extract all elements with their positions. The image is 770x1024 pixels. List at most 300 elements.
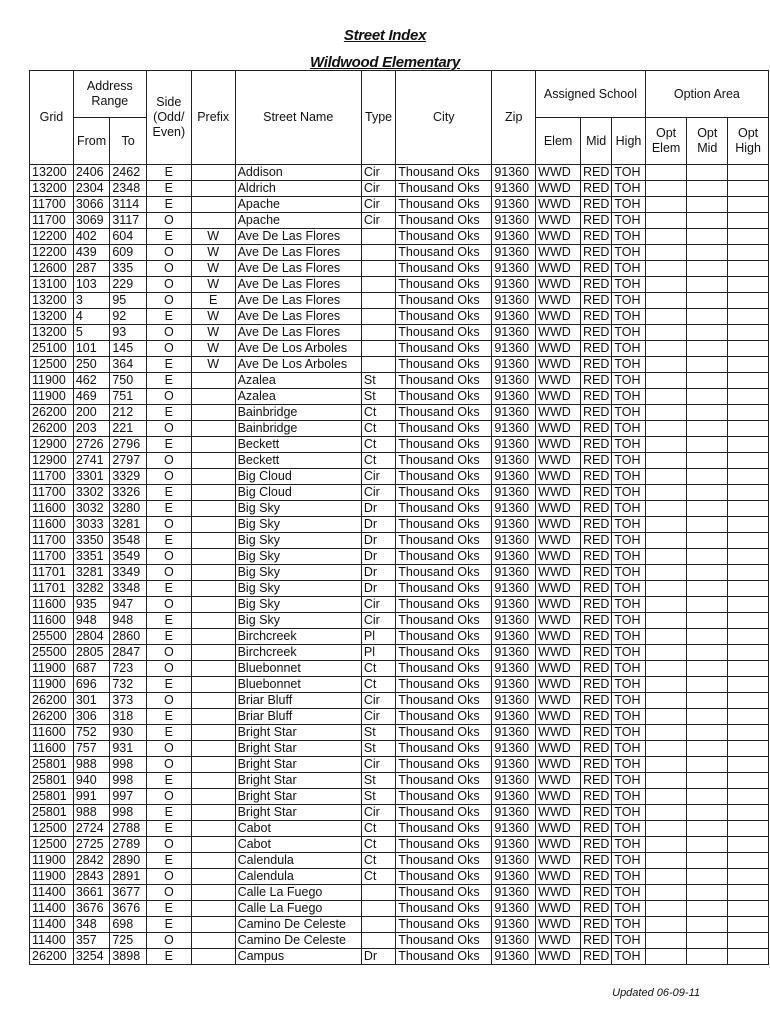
cell-street-name: Birchcreek bbox=[235, 645, 361, 661]
cell-prefix bbox=[191, 613, 235, 629]
cell-prefix bbox=[191, 165, 235, 181]
cell-high: TOH bbox=[612, 357, 645, 373]
cell-opt-elem bbox=[645, 293, 687, 309]
cell-side: E bbox=[146, 309, 191, 325]
cell-grid: 11400 bbox=[30, 933, 74, 949]
cell-opt-mid bbox=[687, 757, 728, 773]
cell-city: Thousand Oks bbox=[396, 629, 492, 645]
table-row bbox=[30, 405, 769, 421]
cell-city: Thousand Oks bbox=[396, 229, 492, 245]
cell-city: Thousand Oks bbox=[396, 325, 492, 341]
cell-from: 3032 bbox=[73, 501, 110, 517]
cell-opt-high bbox=[728, 325, 769, 341]
cell-high: TOH bbox=[612, 885, 645, 901]
cell-prefix: W bbox=[191, 357, 235, 373]
cell-mid: RED bbox=[581, 613, 612, 629]
cell-high: TOH bbox=[612, 517, 645, 533]
cell-from: 3676 bbox=[73, 901, 110, 917]
cell-elem: WWD bbox=[536, 693, 581, 709]
cell-opt-elem bbox=[645, 853, 687, 869]
cell-prefix: W bbox=[191, 229, 235, 245]
cell-zip: 91360 bbox=[492, 869, 536, 885]
cell-opt-mid bbox=[687, 629, 728, 645]
cell-high: TOH bbox=[612, 453, 645, 469]
cell-elem: WWD bbox=[536, 869, 581, 885]
cell-to: 93 bbox=[110, 325, 147, 341]
table-body bbox=[30, 165, 769, 965]
table-row bbox=[30, 453, 769, 469]
cell-opt-high bbox=[728, 389, 769, 405]
cell-opt-elem bbox=[645, 757, 687, 773]
table-row bbox=[30, 725, 769, 741]
cell-opt-high bbox=[728, 517, 769, 533]
cell-opt-mid bbox=[687, 565, 728, 581]
cell-zip: 91360 bbox=[492, 181, 536, 197]
cell-mid: RED bbox=[581, 869, 612, 885]
cell-city: Thousand Oks bbox=[396, 501, 492, 517]
cell-opt-high bbox=[728, 309, 769, 325]
cell-type: Cir bbox=[361, 197, 395, 213]
cell-street-name: Ave De Las Flores bbox=[235, 293, 361, 309]
cell-type: Cir bbox=[361, 213, 395, 229]
cell-high: TOH bbox=[612, 949, 645, 965]
cell-opt-elem bbox=[645, 181, 687, 197]
cell-from: 991 bbox=[73, 789, 110, 805]
table-row bbox=[30, 581, 769, 597]
cell-type bbox=[361, 261, 395, 277]
cell-street-name: Birchcreek bbox=[235, 629, 361, 645]
cell-grid: 13200 bbox=[30, 165, 74, 181]
cell-mid: RED bbox=[581, 421, 612, 437]
cell-from: 348 bbox=[73, 917, 110, 933]
cell-street-name: Azalea bbox=[235, 389, 361, 405]
cell-type bbox=[361, 325, 395, 341]
cell-elem: WWD bbox=[536, 901, 581, 917]
cell-opt-high bbox=[728, 869, 769, 885]
cell-opt-high bbox=[728, 821, 769, 837]
cell-zip: 91360 bbox=[492, 853, 536, 869]
cell-opt-high bbox=[728, 165, 769, 181]
cell-opt-high bbox=[728, 405, 769, 421]
cell-to: 604 bbox=[110, 229, 147, 245]
cell-from: 3069 bbox=[73, 213, 110, 229]
cell-from: 3281 bbox=[73, 565, 110, 581]
cell-city: Thousand Oks bbox=[396, 789, 492, 805]
cell-grid: 11600 bbox=[30, 741, 74, 757]
cell-street-name: Big Sky bbox=[235, 613, 361, 629]
cell-to: 998 bbox=[110, 805, 147, 821]
cell-street-name: Big Sky bbox=[235, 501, 361, 517]
cell-prefix bbox=[191, 469, 235, 485]
cell-type: Dr bbox=[361, 533, 395, 549]
cell-elem: WWD bbox=[536, 549, 581, 565]
cell-type: Pl bbox=[361, 629, 395, 645]
cell-prefix bbox=[191, 805, 235, 821]
cell-opt-mid bbox=[687, 741, 728, 757]
cell-high: TOH bbox=[612, 373, 645, 389]
cell-opt-elem bbox=[645, 773, 687, 789]
cell-zip: 91360 bbox=[492, 805, 536, 821]
cell-elem: WWD bbox=[536, 613, 581, 629]
cell-opt-elem bbox=[645, 325, 687, 341]
cell-prefix bbox=[191, 789, 235, 805]
cell-city: Thousand Oks bbox=[396, 725, 492, 741]
table-row bbox=[30, 901, 769, 917]
cell-from: 988 bbox=[73, 757, 110, 773]
cell-city: Thousand Oks bbox=[396, 213, 492, 229]
cell-elem: WWD bbox=[536, 405, 581, 421]
cell-opt-high bbox=[728, 645, 769, 661]
cell-elem: WWD bbox=[536, 773, 581, 789]
cell-zip: 91360 bbox=[492, 405, 536, 421]
cell-type bbox=[361, 341, 395, 357]
cell-from: 3661 bbox=[73, 885, 110, 901]
cell-grid: 13200 bbox=[30, 309, 74, 325]
cell-opt-mid bbox=[687, 933, 728, 949]
cell-elem: WWD bbox=[536, 645, 581, 661]
cell-mid: RED bbox=[581, 645, 612, 661]
cell-opt-mid bbox=[687, 581, 728, 597]
cell-prefix bbox=[191, 373, 235, 389]
cell-opt-elem bbox=[645, 677, 687, 693]
cell-street-name: Bright Star bbox=[235, 757, 361, 773]
cell-high: TOH bbox=[612, 645, 645, 661]
cell-elem: WWD bbox=[536, 949, 581, 965]
cell-opt-high bbox=[728, 885, 769, 901]
cell-city: Thousand Oks bbox=[396, 549, 492, 565]
cell-type: Cir bbox=[361, 693, 395, 709]
cell-grid: 26200 bbox=[30, 693, 74, 709]
cell-grid: 12900 bbox=[30, 453, 74, 469]
cell-city: Thousand Oks bbox=[396, 757, 492, 773]
cell-opt-elem bbox=[645, 421, 687, 437]
cell-opt-high bbox=[728, 629, 769, 645]
cell-street-name: Bright Star bbox=[235, 805, 361, 821]
cell-city: Thousand Oks bbox=[396, 565, 492, 581]
table-row bbox=[30, 517, 769, 533]
cell-type: Ct bbox=[361, 853, 395, 869]
cell-city: Thousand Oks bbox=[396, 949, 492, 965]
cell-grid: 25801 bbox=[30, 773, 74, 789]
cell-elem: WWD bbox=[536, 805, 581, 821]
cell-grid: 26200 bbox=[30, 421, 74, 437]
cell-type: Cir bbox=[361, 709, 395, 725]
cell-grid: 11900 bbox=[30, 869, 74, 885]
cell-elem: WWD bbox=[536, 933, 581, 949]
cell-from: 935 bbox=[73, 597, 110, 613]
table-row bbox=[30, 229, 769, 245]
cell-prefix bbox=[191, 933, 235, 949]
cell-high: TOH bbox=[612, 213, 645, 229]
cell-high: TOH bbox=[612, 837, 645, 853]
cell-from: 2304 bbox=[73, 181, 110, 197]
cell-type: Cir bbox=[361, 757, 395, 773]
table-row bbox=[30, 917, 769, 933]
table-row bbox=[30, 469, 769, 485]
cell-prefix bbox=[191, 181, 235, 197]
cell-city: Thousand Oks bbox=[396, 773, 492, 789]
cell-side: O bbox=[146, 453, 191, 469]
cell-elem: WWD bbox=[536, 165, 581, 181]
cell-grid: 11600 bbox=[30, 597, 74, 613]
cell-elem: WWD bbox=[536, 709, 581, 725]
cell-zip: 91360 bbox=[492, 517, 536, 533]
cell-from: 948 bbox=[73, 613, 110, 629]
cell-elem: WWD bbox=[536, 421, 581, 437]
cell-mid: RED bbox=[581, 405, 612, 421]
cell-opt-high bbox=[728, 789, 769, 805]
cell-street-name: Camino De Celeste bbox=[235, 917, 361, 933]
cell-side: O bbox=[146, 421, 191, 437]
cell-opt-mid bbox=[687, 645, 728, 661]
cell-opt-mid bbox=[687, 389, 728, 405]
cell-zip: 91360 bbox=[492, 565, 536, 581]
cell-zip: 91360 bbox=[492, 277, 536, 293]
cell-type: St bbox=[361, 725, 395, 741]
table-row bbox=[30, 853, 769, 869]
cell-zip: 91360 bbox=[492, 629, 536, 645]
cell-type: Ct bbox=[361, 869, 395, 885]
cell-opt-high bbox=[728, 453, 769, 469]
cell-opt-elem bbox=[645, 725, 687, 741]
cell-prefix bbox=[191, 389, 235, 405]
table-row bbox=[30, 805, 769, 821]
cell-from: 2804 bbox=[73, 629, 110, 645]
cell-side: O bbox=[146, 341, 191, 357]
cell-opt-mid bbox=[687, 661, 728, 677]
cell-prefix bbox=[191, 949, 235, 965]
cell-opt-elem bbox=[645, 741, 687, 757]
cell-high: TOH bbox=[612, 229, 645, 245]
cell-prefix bbox=[191, 501, 235, 517]
table-row bbox=[30, 485, 769, 501]
cell-to: 948 bbox=[110, 613, 147, 629]
cell-zip: 91360 bbox=[492, 325, 536, 341]
cell-mid: RED bbox=[581, 549, 612, 565]
cell-opt-elem bbox=[645, 261, 687, 277]
cell-to: 3281 bbox=[110, 517, 147, 533]
cell-mid: RED bbox=[581, 485, 612, 501]
cell-type: Cir bbox=[361, 181, 395, 197]
cell-street-name: Calle La Fuego bbox=[235, 901, 361, 917]
cell-side: E bbox=[146, 485, 191, 501]
cell-city: Thousand Oks bbox=[396, 405, 492, 421]
cell-high: TOH bbox=[612, 389, 645, 405]
cell-type bbox=[361, 309, 395, 325]
cell-elem: WWD bbox=[536, 213, 581, 229]
cell-opt-high bbox=[728, 501, 769, 517]
cell-opt-high bbox=[728, 661, 769, 677]
cell-opt-elem bbox=[645, 933, 687, 949]
cell-side: O bbox=[146, 645, 191, 661]
cell-from: 357 bbox=[73, 933, 110, 949]
cell-zip: 91360 bbox=[492, 789, 536, 805]
cell-zip: 91360 bbox=[492, 357, 536, 373]
cell-elem: WWD bbox=[536, 325, 581, 341]
cell-side: O bbox=[146, 277, 191, 293]
cell-mid: RED bbox=[581, 629, 612, 645]
cell-opt-high bbox=[728, 805, 769, 821]
cell-zip: 91360 bbox=[492, 661, 536, 677]
cell-opt-mid bbox=[687, 341, 728, 357]
cell-street-name: Ave De Los Arboles bbox=[235, 341, 361, 357]
cell-to: 373 bbox=[110, 693, 147, 709]
table-row bbox=[30, 837, 769, 853]
cell-from: 3302 bbox=[73, 485, 110, 501]
cell-prefix bbox=[191, 677, 235, 693]
cell-type bbox=[361, 885, 395, 901]
cell-prefix bbox=[191, 693, 235, 709]
cell-from: 469 bbox=[73, 389, 110, 405]
cell-opt-mid bbox=[687, 309, 728, 325]
cell-from: 696 bbox=[73, 677, 110, 693]
cell-city: Thousand Oks bbox=[396, 373, 492, 389]
cell-to: 3114 bbox=[110, 197, 147, 213]
cell-grid: 11600 bbox=[30, 725, 74, 741]
cell-zip: 91360 bbox=[492, 533, 536, 549]
cell-from: 2725 bbox=[73, 837, 110, 853]
cell-type bbox=[361, 917, 395, 933]
cell-grid: 11900 bbox=[30, 373, 74, 389]
cell-opt-elem bbox=[645, 869, 687, 885]
cell-type bbox=[361, 277, 395, 293]
cell-elem: WWD bbox=[536, 757, 581, 773]
cell-opt-mid bbox=[687, 725, 728, 741]
cell-side: O bbox=[146, 597, 191, 613]
cell-side: O bbox=[146, 789, 191, 805]
cell-type: Pl bbox=[361, 645, 395, 661]
table-row bbox=[30, 501, 769, 517]
cell-type: Cir bbox=[361, 597, 395, 613]
cell-from: 757 bbox=[73, 741, 110, 757]
cell-from: 2406 bbox=[73, 165, 110, 181]
cell-mid: RED bbox=[581, 293, 612, 309]
cell-opt-elem bbox=[645, 949, 687, 965]
cell-opt-mid bbox=[687, 501, 728, 517]
table-row bbox=[30, 421, 769, 437]
cell-opt-high bbox=[728, 293, 769, 309]
cell-zip: 91360 bbox=[492, 213, 536, 229]
cell-opt-mid bbox=[687, 549, 728, 565]
cell-city: Thousand Oks bbox=[396, 741, 492, 757]
cell-grid: 12500 bbox=[30, 357, 74, 373]
cell-zip: 91360 bbox=[492, 549, 536, 565]
cell-side: E bbox=[146, 949, 191, 965]
cell-zip: 91360 bbox=[492, 453, 536, 469]
cell-from: 2805 bbox=[73, 645, 110, 661]
cell-zip: 91360 bbox=[492, 293, 536, 309]
cell-grid: 12500 bbox=[30, 837, 74, 853]
cell-high: TOH bbox=[612, 693, 645, 709]
cell-to: 725 bbox=[110, 933, 147, 949]
cell-grid: 11600 bbox=[30, 501, 74, 517]
cell-opt-mid bbox=[687, 485, 728, 501]
cell-opt-elem bbox=[645, 885, 687, 901]
table-row bbox=[30, 373, 769, 389]
cell-high: TOH bbox=[612, 245, 645, 261]
cell-elem: WWD bbox=[536, 293, 581, 309]
cell-elem: WWD bbox=[536, 597, 581, 613]
cell-opt-mid bbox=[687, 597, 728, 613]
cell-opt-mid bbox=[687, 229, 728, 245]
header-grid: Grid bbox=[30, 71, 74, 165]
cell-zip: 91360 bbox=[492, 741, 536, 757]
cell-opt-mid bbox=[687, 357, 728, 373]
cell-street-name: Ave De Las Flores bbox=[235, 325, 361, 341]
header-option-area: Option Area bbox=[645, 71, 768, 118]
cell-street-name: Bright Star bbox=[235, 741, 361, 757]
cell-opt-high bbox=[728, 549, 769, 565]
cell-city: Thousand Oks bbox=[396, 709, 492, 725]
cell-prefix: W bbox=[191, 277, 235, 293]
cell-zip: 91360 bbox=[492, 949, 536, 965]
cell-opt-high bbox=[728, 933, 769, 949]
cell-zip: 91360 bbox=[492, 501, 536, 517]
cell-city: Thousand Oks bbox=[396, 821, 492, 837]
cell-prefix bbox=[191, 757, 235, 773]
cell-elem: WWD bbox=[536, 341, 581, 357]
header-city: City bbox=[396, 71, 492, 165]
cell-elem: WWD bbox=[536, 437, 581, 453]
cell-side: O bbox=[146, 885, 191, 901]
cell-to: 750 bbox=[110, 373, 147, 389]
cell-zip: 91360 bbox=[492, 645, 536, 661]
cell-opt-elem bbox=[645, 613, 687, 629]
header-from: From bbox=[73, 118, 110, 165]
cell-prefix bbox=[191, 437, 235, 453]
cell-opt-high bbox=[728, 837, 769, 853]
cell-mid: RED bbox=[581, 757, 612, 773]
cell-opt-mid bbox=[687, 421, 728, 437]
cell-zip: 91360 bbox=[492, 389, 536, 405]
cell-type: Cir bbox=[361, 469, 395, 485]
cell-elem: WWD bbox=[536, 373, 581, 389]
cell-prefix bbox=[191, 917, 235, 933]
cell-to: 2847 bbox=[110, 645, 147, 661]
cell-zip: 91360 bbox=[492, 821, 536, 837]
cell-street-name: Ave De Las Flores bbox=[235, 245, 361, 261]
cell-grid: 13200 bbox=[30, 293, 74, 309]
cell-to: 609 bbox=[110, 245, 147, 261]
cell-high: TOH bbox=[612, 485, 645, 501]
table-row bbox=[30, 437, 769, 453]
cell-city: Thousand Oks bbox=[396, 517, 492, 533]
cell-high: TOH bbox=[612, 629, 645, 645]
cell-high: TOH bbox=[612, 853, 645, 869]
cell-opt-high bbox=[728, 181, 769, 197]
cell-type: Ct bbox=[361, 677, 395, 693]
cell-to: 2788 bbox=[110, 821, 147, 837]
cell-opt-high bbox=[728, 853, 769, 869]
cell-to: 3677 bbox=[110, 885, 147, 901]
table-row bbox=[30, 789, 769, 805]
cell-mid: RED bbox=[581, 709, 612, 725]
cell-high: TOH bbox=[612, 773, 645, 789]
cell-opt-high bbox=[728, 565, 769, 581]
table-row bbox=[30, 629, 769, 645]
cell-grid: 11900 bbox=[30, 661, 74, 677]
table-row bbox=[30, 949, 769, 965]
cell-from: 2842 bbox=[73, 853, 110, 869]
cell-prefix bbox=[191, 581, 235, 597]
cell-opt-high bbox=[728, 213, 769, 229]
cell-high: TOH bbox=[612, 901, 645, 917]
cell-opt-high bbox=[728, 773, 769, 789]
cell-street-name: Aldrich bbox=[235, 181, 361, 197]
cell-opt-high bbox=[728, 469, 769, 485]
cell-city: Thousand Oks bbox=[396, 277, 492, 293]
cell-side: O bbox=[146, 933, 191, 949]
